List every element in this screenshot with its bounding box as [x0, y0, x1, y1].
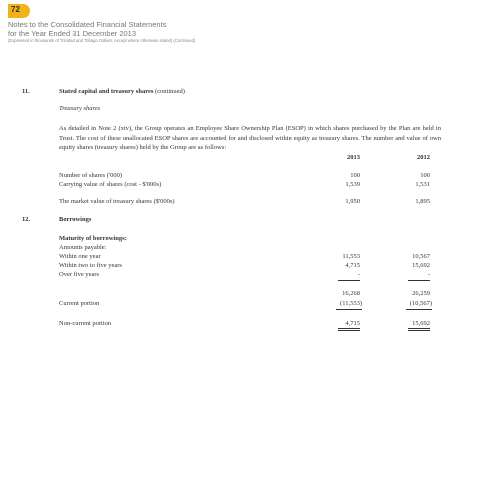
market-value-label: The market value of treasury shares ($'000s) — [59, 198, 175, 205]
noncurrent-double-rule-2012-a — [408, 328, 430, 329]
total-2012: 26,259 — [412, 290, 430, 297]
two-to-five-years-label: Within two to five years — [59, 262, 122, 269]
two-to-five-years-2012: 15,692 — [412, 262, 430, 269]
note11-number: 11. — [22, 88, 30, 95]
treasury-shares-subheading: Treasury shares — [59, 105, 101, 112]
note11-title-suffix: (continued) — [155, 88, 185, 95]
noncurrent-portion-2013: 4,715 — [345, 320, 360, 327]
carrying-value-2012: 1,531 — [415, 181, 430, 188]
subtotal-rule-2012 — [408, 280, 430, 281]
market-value-2013: 1,950 — [345, 198, 360, 205]
current-rule-2013 — [336, 309, 362, 310]
noncurrent-double-rule-2013-a — [338, 328, 360, 329]
note12-title: Borrowings — [59, 216, 92, 223]
over-five-years-2013: - — [357, 271, 360, 278]
current-rule-2012 — [406, 309, 432, 310]
current-portion-label: Current portion — [59, 300, 100, 307]
noncurrent-portion-2012: 15,692 — [412, 320, 430, 327]
within-one-year-2012: 10,567 — [412, 253, 430, 260]
maturity-heading: Maturity of borrowings: — [59, 235, 127, 242]
amounts-payable-label: Amounts payable: — [59, 244, 107, 251]
note11-title: Stated capital and treasury shares — [59, 88, 154, 95]
carrying-value-2013: 1,539 — [345, 181, 360, 188]
within-one-year-2013: 11,553 — [342, 253, 360, 260]
noncurrent-double-rule-2013-b — [338, 330, 360, 331]
over-five-years-2012: - — [427, 271, 430, 278]
two-to-five-years-2013: 4,715 — [345, 262, 360, 269]
noncurrent-portion-label: Non-current portion — [59, 320, 112, 327]
over-five-years-label: Over five years — [59, 271, 100, 278]
note11-heading — [59, 88, 185, 96]
current-portion-2013: (11,553) — [340, 300, 362, 307]
col-header-2012: 2012 — [417, 154, 430, 161]
total-2013: 16,268 — [342, 290, 360, 297]
note12-number: 12. — [22, 216, 31, 223]
market-value-2012: 1,895 — [415, 198, 430, 205]
page-number-badge — [8, 4, 30, 18]
noncurrent-double-rule-2012-b — [408, 330, 430, 331]
carrying-value-label: Carrying value of shares (cost - $'000s) — [59, 181, 162, 188]
number-of-shares-label: Number of shares ('000) — [59, 172, 123, 179]
current-portion-2012: (10,567) — [409, 300, 432, 307]
within-one-year-label: Within one year — [59, 253, 101, 260]
number-of-shares-2013: 100 — [350, 172, 360, 179]
col-header-2013: 2013 — [347, 154, 360, 161]
number-of-shares-2012: 100 — [420, 172, 430, 179]
page-number: 72 — [11, 5, 20, 14]
header-subtitle: (Expressed in thousands of Trinidad and Tobago Dollars, except where otherwise stated) (Continued) — [8, 38, 196, 43]
note11-paragraph: As detailed in Note 2 (xiv), the Group operates an Employee Share Ownership Plan (ESOP) in which shares purchased by the Plan are held in Trust. The cost of these unallocated ESOP shares are accounted for and disclosed within equity as treasury shares. The number and value of own equity shares (treasury shares) held by the Group are as follows: — [59, 125, 441, 151]
header-title-line1: Notes to the Consolidated Financial Statements — [8, 20, 167, 29]
subtotal-rule-2013 — [338, 280, 360, 281]
header-title-line2: for the Year Ended 31 December 2013 — [8, 29, 137, 38]
